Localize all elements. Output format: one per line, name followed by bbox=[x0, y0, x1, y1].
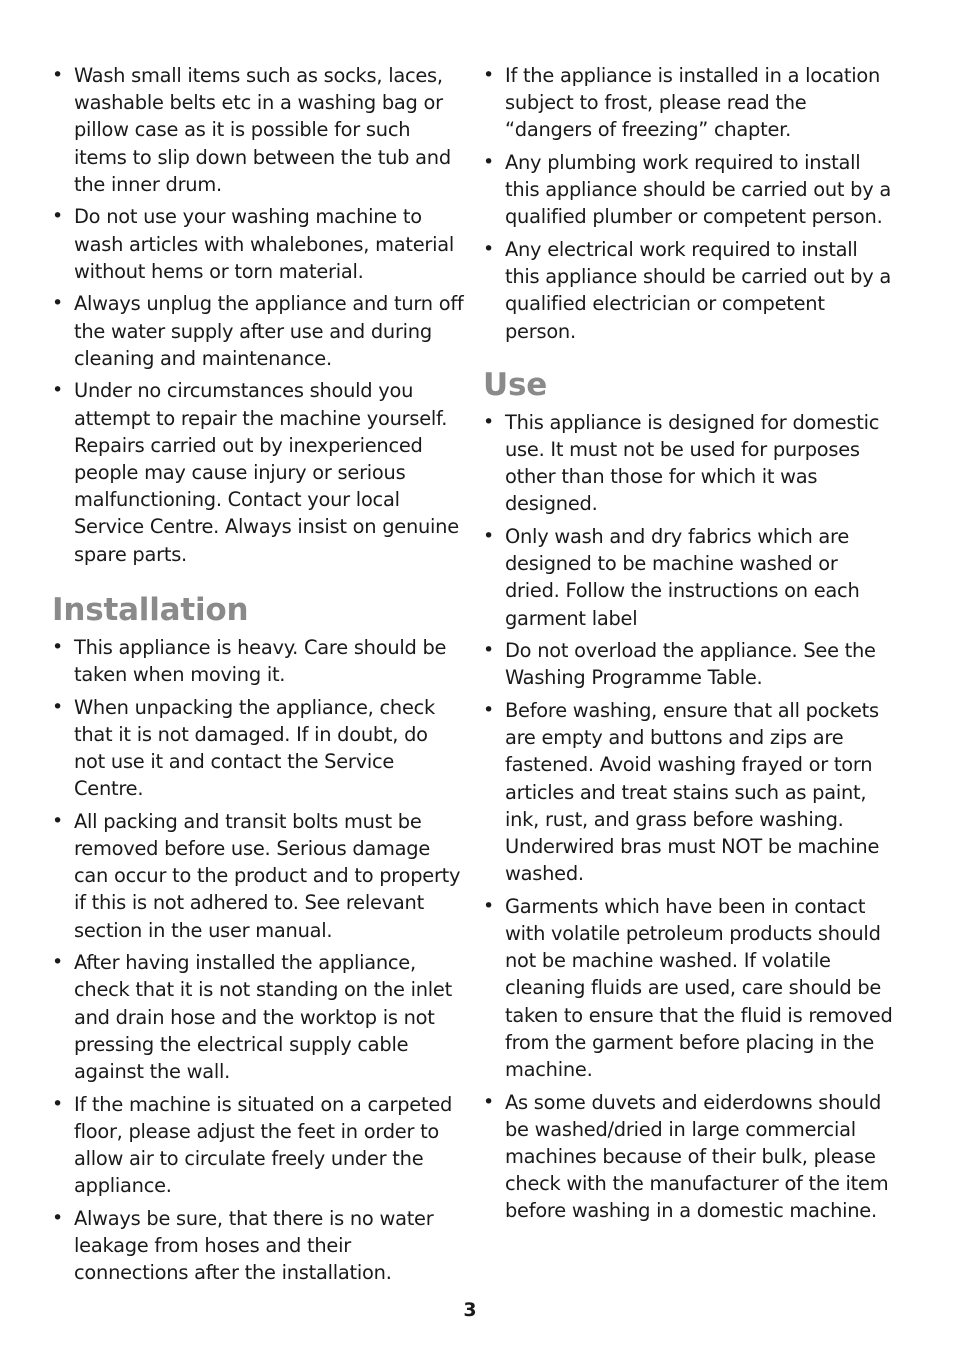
bullet-icon: • bbox=[483, 1090, 494, 1113]
list-item-text: Under no circumstances should you attempt to repair the machine yourself. Repairs carried out by inexperienced people may cause injury or serious malfunctioning. Contact your local Service Centre. Always insist on genuine spare parts. bbox=[74, 379, 459, 566]
list-item bbox=[52, 290, 464, 372]
bullet-icon: • bbox=[52, 205, 63, 228]
list-item bbox=[483, 149, 895, 231]
list-item-text: Do not use your washing machine to wash articles with whalebones, material without hems or torn material. bbox=[74, 205, 455, 283]
bullet-icon: • bbox=[52, 635, 63, 658]
bullet-icon: • bbox=[483, 410, 494, 433]
list-item bbox=[52, 1091, 464, 1200]
use-list bbox=[483, 409, 895, 1225]
installation-list bbox=[52, 634, 464, 1287]
bullet-icon: • bbox=[483, 64, 494, 86]
list-item bbox=[52, 1205, 464, 1287]
list-item bbox=[483, 893, 895, 1083]
list-item-text: Always unplug the appliance and turn off the water supply after use and during cleaning and maintenance. bbox=[74, 292, 464, 370]
list-item-text: This appliance is designed for domestic use. It must not be used for purposes other than those for which it was designed. bbox=[505, 410, 880, 516]
left-column bbox=[52, 62, 464, 1292]
installation-notes-list bbox=[483, 62, 895, 345]
list-item-text: Do not overload the appliance. See the Washing Programme Table. bbox=[505, 639, 876, 690]
list-item bbox=[52, 62, 464, 198]
list-item-text: After having installed the appliance, check that it is not standing on the inlet and drain hose and the worktop is not pressing the electrical supply cable against the wall. bbox=[74, 951, 452, 1084]
list-item bbox=[483, 62, 895, 144]
list-item-text: Only wash and dry fabrics which are designed to be machine washed or dried. Follow the instructions on each garment label bbox=[505, 525, 860, 630]
bullet-icon: • bbox=[52, 292, 63, 315]
list-item-text: As some duvets and eiderdowns should be washed/dried in large commercial machines because of their bulk, please check with the manufacturer of the item before washing in a domestic machine. bbox=[505, 1090, 889, 1223]
bullet-icon: • bbox=[483, 238, 494, 260]
list-item-text: Any plumbing work required to install this appliance should be carried out by a qualified plumber or competent person. bbox=[505, 151, 891, 229]
list-item-text: When unpacking the appliance, check that it is not damaged. If in doubt, do not use it and contact the Service Centre. bbox=[74, 695, 436, 801]
list-item bbox=[483, 523, 895, 632]
bullet-icon: • bbox=[52, 379, 63, 402]
list-item-text: All packing and transit bolts must be removed before use. Serious damage can occur to the product and to property if this is not adhered to. See relevant section in the user manual. bbox=[74, 809, 461, 942]
list-item bbox=[483, 1089, 895, 1225]
bullet-icon: • bbox=[483, 639, 494, 662]
list-item bbox=[52, 808, 464, 944]
bullet-icon: • bbox=[52, 1092, 63, 1115]
list-item bbox=[483, 637, 895, 691]
list-item bbox=[52, 694, 464, 803]
list-item-text: Any electrical work required to install this appliance should be carried out by a qualified electrician or competent person. bbox=[505, 238, 891, 343]
list-item bbox=[483, 236, 895, 345]
bullet-icon: • bbox=[52, 64, 63, 86]
right-column bbox=[483, 62, 895, 1230]
list-item bbox=[52, 203, 464, 285]
installation-heading: Installation bbox=[52, 591, 249, 628]
list-item-text: Always be sure, that there is no water leakage from hoses and their connections after the installation. bbox=[74, 1206, 434, 1285]
bullet-icon: • bbox=[483, 525, 494, 548]
list-item bbox=[483, 409, 895, 518]
list-item bbox=[52, 377, 464, 567]
list-item-text: If the machine is situated on a carpeted floor, please adjust the feet in order to allow air to circulate freely under the appliance. bbox=[74, 1092, 453, 1198]
safety-list bbox=[52, 62, 464, 568]
list-item-text: This appliance is heavy. Care should be taken when moving it. bbox=[74, 635, 447, 687]
bullet-icon: • bbox=[483, 699, 494, 722]
list-item-text: If the appliance is installed in a location subject to frost, please read the “dangers of freezing” chapter. bbox=[505, 64, 881, 142]
bullet-icon: • bbox=[52, 809, 63, 832]
bullet-icon: • bbox=[52, 1206, 63, 1229]
list-item bbox=[483, 697, 895, 887]
list-item bbox=[52, 949, 464, 1085]
bullet-icon: • bbox=[52, 695, 63, 718]
bullet-icon: • bbox=[52, 951, 63, 974]
bullet-icon: • bbox=[483, 151, 494, 173]
list-item-text: Wash small items such as socks, laces, washable belts etc in a washing bag or pillow case as it is possible for such items to slip down between the tub and the inner drum. bbox=[74, 64, 451, 196]
bullet-icon: • bbox=[483, 894, 494, 917]
use-heading: Use bbox=[483, 366, 548, 403]
list-item bbox=[52, 634, 464, 688]
page-number: 3 bbox=[463, 1299, 477, 1321]
list-item-text: Garments which have been in contact with volatile petroleum products should not be machine washed. If volatile cleaning fluids are used, care should be taken to ensure that the fluid is removed from the garment before placing in the machine. bbox=[505, 894, 893, 1082]
list-item-text: Before washing, ensure that all pockets are empty and buttons and zips are fastened. Avoid washing frayed or torn articles and treat stains such as paint, ink, rust, and grass before washing. Underwired bras must NOT be machine washed. bbox=[505, 699, 880, 886]
